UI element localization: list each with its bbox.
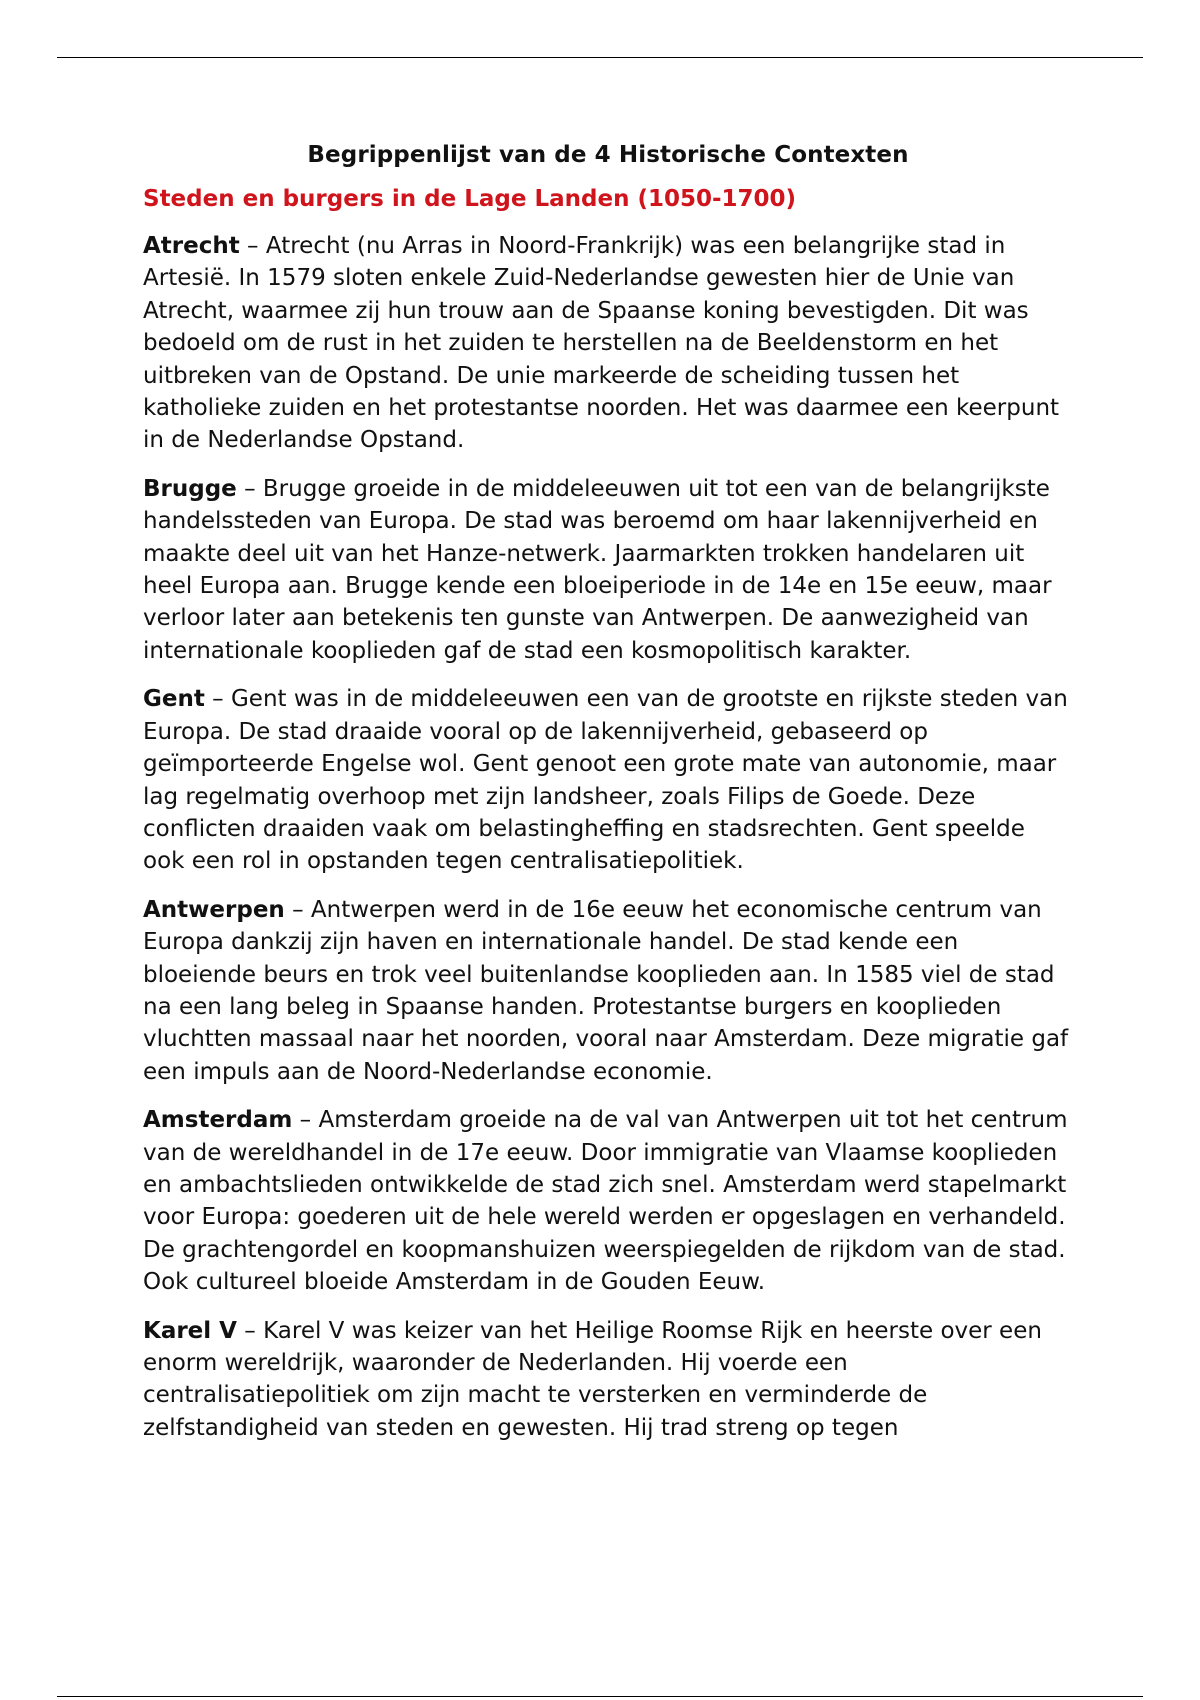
entry-term: Amsterdam [143, 1107, 293, 1134]
glossary-entry-atrecht [143, 230, 1073, 457]
glossary-entry-antwerpen [143, 894, 1073, 1088]
top-rule [57, 57, 1143, 58]
entry-term: Karel V [143, 1317, 237, 1344]
entry-separator: – [204, 686, 231, 713]
entry-text: Karel V was keizer van het Heilige Roomse Rijk en heerste over een enorm wereldrijk, waaronder de Nederlanden. Hij voerde een centralisatiepolitiek om zijn macht te versterken en verminderde de zelfstandigheid van steden en gewesten. Hij trad streng op tegen [143, 1317, 1042, 1441]
entry-separator: – [292, 1107, 319, 1134]
entry-text: Antwerpen werd in de 16e eeuw het economische centrum van Europa dankzij zijn haven en internationale handel. De stad kende een bloeiende beurs en trok veel buitenlandse kooplieden aan. In 1585 viel de stad na een lang beleg in Spaanse handen. Protestantse burgers en kooplieden vluchtten massaal naar het noorden, vooral naar Amsterdam. Deze migratie gaf een impuls aan de Noord-Nederlandse economie. [143, 896, 1069, 1085]
entry-text: Brugge groeide in de middeleeuwen uit tot een van de belangrijkste handelssteden van Europa. De stad was beroemd om haar lakennijverheid en maakte deel uit van het Hanze-netwerk. Jaarmarkten trokken handelaren uit heel Europa aan. Brugge kende een bloeiperiode in de 14e en 15e eeuw, maar verloor later aan betekenis ten gunste van Antwerpen. De aanwezigheid van internationale kooplieden gaf de stad een kosmopolitisch karakter. [143, 475, 1052, 664]
entry-separator: – [236, 475, 263, 502]
glossary-entry-brugge [143, 473, 1073, 667]
entry-text: Amsterdam groeide na de val van Antwerpen uit tot het centrum van de wereldhandel in de 17e eeuw. Door immigratie van Vlaamse kooplieden en ambachtslieden ontwikkelde de stad zich snel. Amsterdam werd stapelmarkt voor Europa: goederen uit de hele wereld werden er opgeslagen en verhandeld. De grachtengordel en koopmanshuizen weerspiegelden de rijkdom van de stad. Ook cultureel bloeide Amsterdam in de Gouden Eeuw. [143, 1107, 1068, 1296]
document-body [143, 138, 1073, 1460]
document-title: Begrippenlijst van de 4 Historische Contexten [307, 142, 909, 168]
entry-term: Gent [143, 686, 205, 713]
entry-text: Atrecht (nu Arras in Noord-Frankrijk) was een belangrijke stad in Artesië. In 1579 sloten enkele Zuid-Nederlandse gewesten hier de Unie van Atrecht, waarmee zij hun trouw aan de Spaanse koning bevestigden. Dit was bedoeld om de rust in het zuiden te herstellen na de Beeldenstorm en het uitbreken van de Opstand. De unie markeerde de scheiding tussen het katholieke zuiden en het protestantse noorden. Het was daarmee een keerpunt in de Nederlandse Opstand. [143, 233, 1060, 454]
glossary-entry-karel-v [143, 1315, 1073, 1445]
glossary-entry-amsterdam [143, 1104, 1073, 1298]
entry-term: Brugge [143, 475, 237, 502]
entry-separator: – [239, 233, 266, 259]
entry-term: Atrecht [143, 233, 240, 259]
entry-separator: – [236, 1317, 264, 1344]
bottom-rule [57, 1696, 1143, 1697]
glossary-entry-gent [143, 683, 1073, 877]
entry-text: Gent was in de middeleeuwen een van de grootste en rijkste steden van Europa. De stad draaide vooral op de lakennijverheid, gebaseerd op geïmporteerde Engelse wol. Gent genoot een grote mate van autonomie, maar lag regelmatig overhoop met zijn landsheer, zoals Filips de Goede. Deze conflicten draaiden vaak om belastingheffing en stadsrechten. Gent speelde ook een rol in opstanden tegen centralisatiepolitiek. [143, 686, 1068, 875]
entry-term: Antwerpen [143, 896, 285, 923]
entry-separator: – [284, 896, 311, 923]
section-heading: Steden en burgers in de Lage Landen (1050-1700) [143, 186, 797, 212]
